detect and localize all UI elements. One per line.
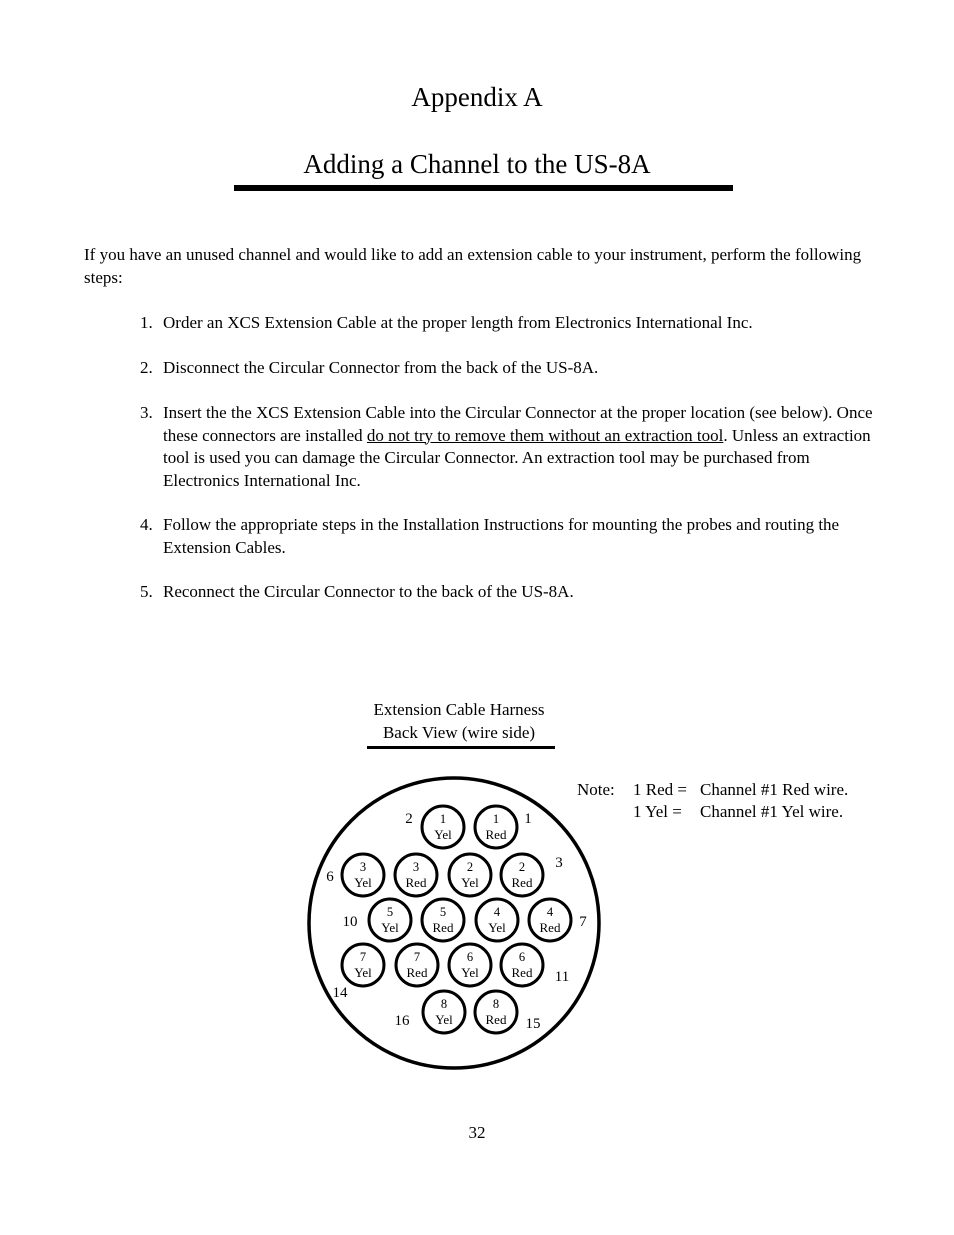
note-value-yel: Channel #1 Yel wire. <box>700 802 844 821</box>
connector-pin <box>422 899 464 941</box>
step-text: Reconnect the Circular Connector to the back of the US-8A. <box>163 582 574 601</box>
step-text <box>163 402 875 492</box>
appendix-heading: Appendix A <box>411 82 543 112</box>
connector-pin <box>475 991 517 1033</box>
pin-position-label: 10 <box>342 914 358 930</box>
step-number: 4. <box>140 515 153 534</box>
pin-channel: 6 <box>518 950 526 964</box>
page-number: 32 <box>468 1123 486 1142</box>
pin-wire-color: Yel <box>434 827 452 842</box>
pin-channel: 6 <box>466 950 474 964</box>
connector-pin <box>342 944 384 986</box>
step-number: 2. <box>140 358 153 377</box>
pin-channel: 2 <box>518 860 526 874</box>
pin-wire-color: Red <box>406 965 428 980</box>
pin-wire-color: Yel <box>461 965 479 980</box>
connector-pin <box>395 854 437 896</box>
pin-channel: 4 <box>546 905 554 919</box>
connector-pin <box>501 854 543 896</box>
note-label: Note: <box>577 780 615 799</box>
pin-channel: 8 <box>440 997 448 1011</box>
step-text: Disconnect the Circular Connector from the back of the US-8A. <box>163 358 599 377</box>
pin-wire-color: Yel <box>461 875 479 890</box>
connector-pin <box>423 991 465 1033</box>
step-text: Order an XCS Extension Cable at the proper length from Electronics International Inc. <box>163 313 753 332</box>
pin-channel: 4 <box>493 905 501 919</box>
title-underline <box>234 185 733 191</box>
pin-wire-color: Yel <box>381 920 399 935</box>
pin-position-label: 16 <box>394 1013 410 1029</box>
page-title: Adding a Channel to the US-8A <box>303 149 651 179</box>
pin-wire-color: Red <box>485 827 507 842</box>
pin-channel: 3 <box>412 860 420 874</box>
pin-position-label: 7 <box>579 914 587 930</box>
pin-wire-color: Red <box>432 920 454 935</box>
pin-channel: 2 <box>466 860 474 874</box>
pin-position-label: 1 <box>524 811 532 827</box>
step-number: 3. <box>140 403 153 422</box>
pin-position-label: 3 <box>555 855 563 871</box>
connector-pin <box>422 806 464 848</box>
connector-pin <box>369 899 411 941</box>
connector-pin <box>396 944 438 986</box>
connector-pin <box>449 854 491 896</box>
diagram-title <box>300 699 618 744</box>
pin-channel: 7 <box>359 950 367 964</box>
note-key-red: 1 Red = <box>633 780 687 799</box>
diagram-title-line2: Back View (wire side) <box>382 722 536 742</box>
pin-channel: 3 <box>359 860 367 874</box>
diagram-title-underline <box>367 746 555 749</box>
pin-wire-color: Yel <box>354 965 372 980</box>
step-text: Follow the appropriate steps in the Installation Instructions for mounting the probes and routing the Extension Cables. <box>163 515 840 557</box>
pin-wire-color: Yel <box>435 1012 453 1027</box>
pin-wire-color: Red <box>485 1012 507 1027</box>
extraction-warning: do not try to remove them without an extraction tool <box>366 425 724 445</box>
connector-pin <box>501 944 543 986</box>
pin-position-label: 15 <box>525 1016 541 1032</box>
pin-wire-color: Yel <box>354 875 372 890</box>
step-text-part: . Unless an extraction tool is used you can damage the Circular Connector. An extraction tool may be purchased from Electronics International Inc. <box>163 425 871 490</box>
pin-channel: 5 <box>386 905 394 919</box>
note-key-yel: 1 Yel = <box>633 802 682 821</box>
pin-wire-color: Red <box>511 875 533 890</box>
pin-wire-color: Red <box>405 875 427 890</box>
pin-wire-color: Red <box>539 920 561 935</box>
pin-position-label: 14 <box>332 985 348 1001</box>
pin-channel: 8 <box>492 997 500 1011</box>
pin-channel: 1 <box>439 812 447 826</box>
connector-pin <box>449 944 491 986</box>
circular-connector-diagram <box>300 770 610 1080</box>
note-value-red: Channel #1 Red wire. <box>700 780 849 799</box>
intro-paragraph: If you have an unused channel and would like to add an extension cable to your instrument, perform the following steps: <box>84 245 862 287</box>
step-text-part: Insert the the XCS Extension Cable into the Circular Connector at the proper location (see below). Once these connectors are installed <box>163 403 873 445</box>
pin-position-label: 6 <box>326 869 334 885</box>
pin-wire-color: Yel <box>488 920 506 935</box>
diagram-title-line1: Extension Cable Harness <box>373 700 545 719</box>
connector-pin <box>342 854 384 896</box>
connector-pin <box>476 899 518 941</box>
pin-position-label: 2 <box>405 811 413 827</box>
step-number: 5. <box>140 582 153 601</box>
pin-wire-color: Red <box>511 965 533 980</box>
pin-channel: 5 <box>439 905 447 919</box>
pin-channel: 7 <box>413 950 421 964</box>
connector-pin <box>475 806 517 848</box>
connector-pin <box>529 899 571 941</box>
pin-position-label: 11 <box>554 969 570 985</box>
step-number: 1. <box>140 313 153 332</box>
pin-channel: 1 <box>492 812 500 826</box>
